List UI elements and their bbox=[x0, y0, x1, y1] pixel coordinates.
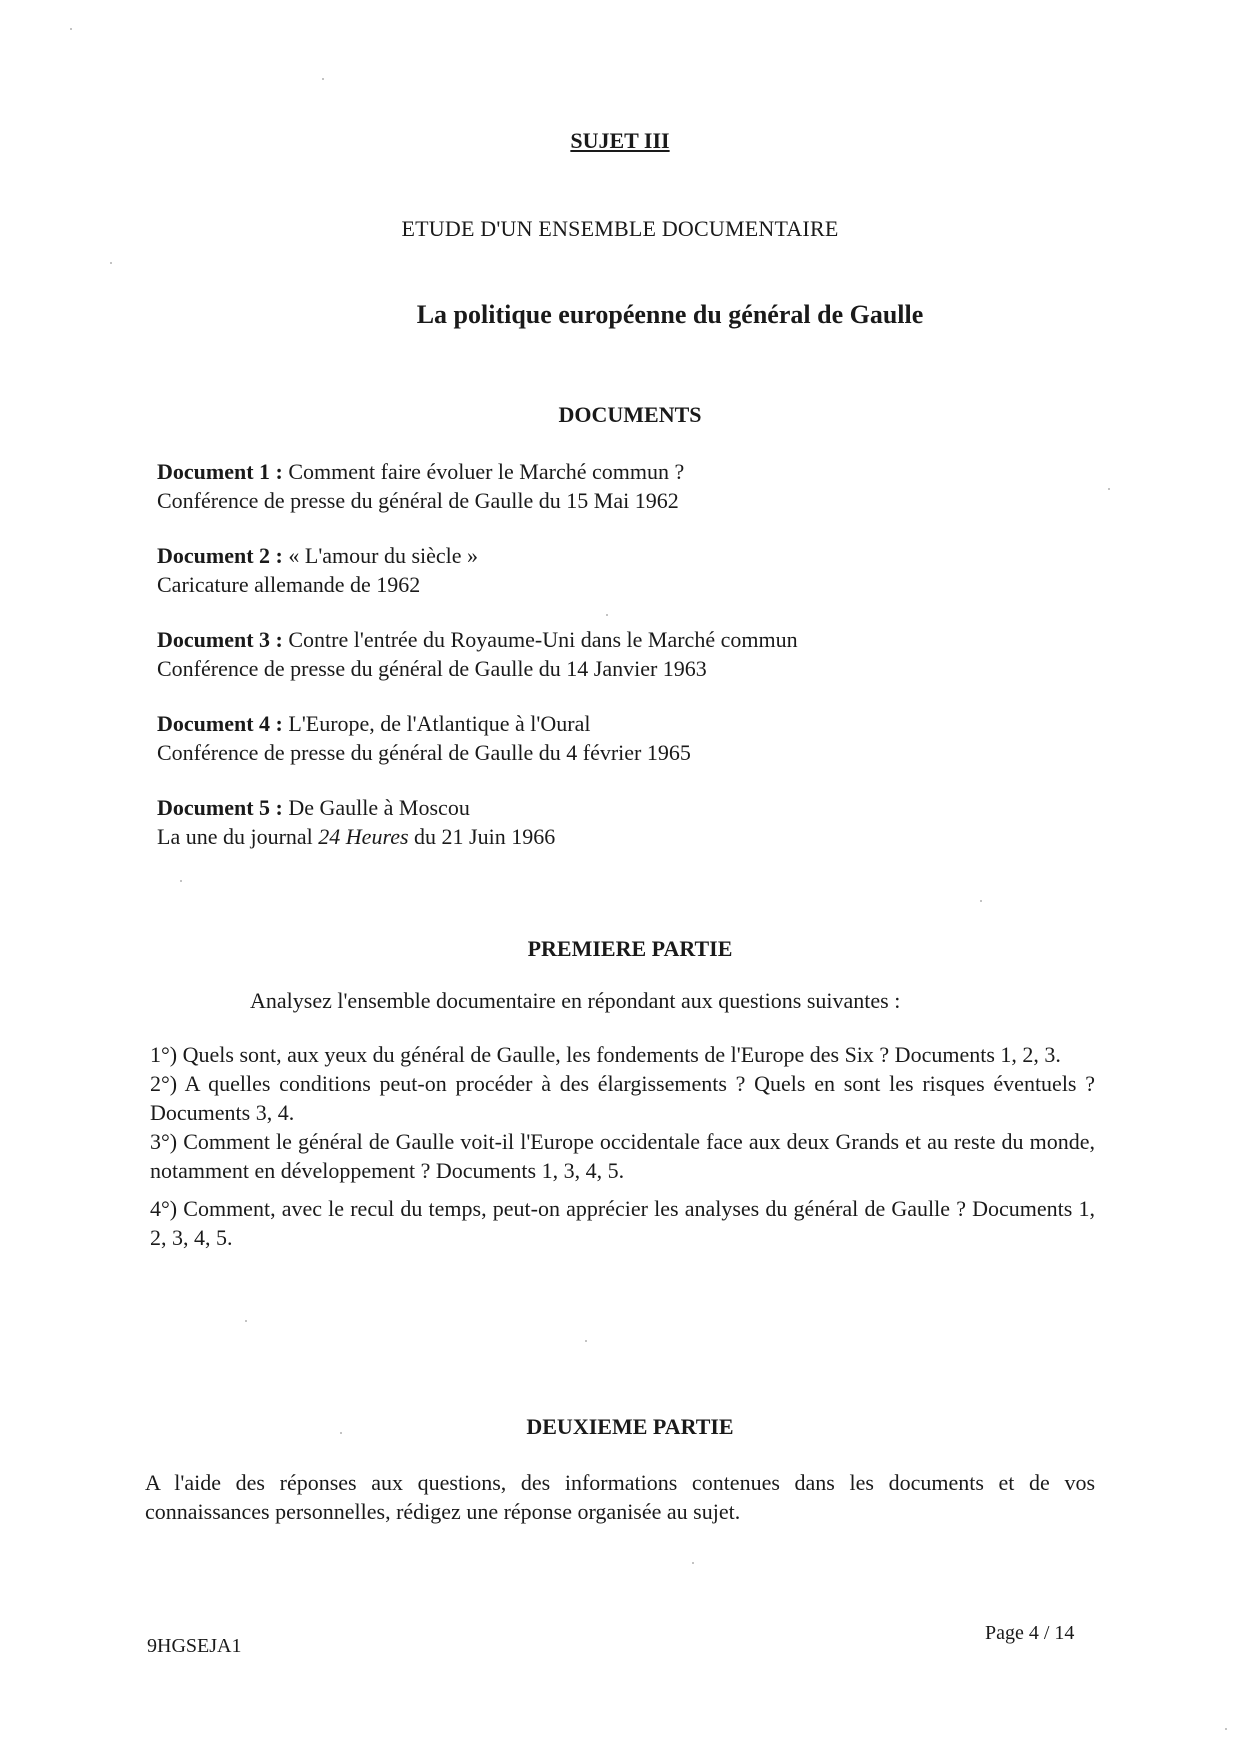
scan-speck bbox=[585, 1340, 587, 1342]
scan-speck bbox=[1108, 488, 1110, 490]
question-2: 2°) A quelles conditions peut-on procéder à des élargissements ? Quels en sont les risques éventuels ? Documents 3, 4. bbox=[150, 1071, 1095, 1125]
scan-speck bbox=[245, 1320, 247, 1322]
document-source: Conférence de presse du général de Gaulle du 14 Janvier 1963 bbox=[157, 656, 707, 681]
scan-speck bbox=[322, 78, 324, 80]
scan-speck bbox=[606, 614, 608, 616]
question-4: 4°) Comment, avec le recul du temps, peut-on apprécier les analyses du général de Gaulle ? Documents 1, 2, 3, 4, 5. bbox=[150, 1196, 1095, 1250]
scan-speck bbox=[692, 1562, 694, 1564]
document-label: Document 1 : bbox=[157, 459, 283, 484]
page-title: La politique européenne du général de Gaulle bbox=[416, 300, 924, 329]
document-title: L'Europe, de l'Atlantique à l'Oural bbox=[288, 711, 591, 736]
document-title: Contre l'entrée du Royaume-Uni dans le Marché commun bbox=[288, 627, 798, 652]
question-1: 1°) Quels sont, aux yeux du général de Gaulle, les fondements de l'Europe des Six ? Documents 1, 2, 3. bbox=[150, 1042, 1061, 1067]
document-source: Conférence de presse du général de Gaulle du 4 février 1965 bbox=[157, 740, 691, 765]
document-entry-1 bbox=[157, 457, 684, 515]
part1-instruction: Analysez l'ensemble documentaire en répondant aux questions suivantes : bbox=[250, 988, 901, 1013]
question-3: 3°) Comment le général de Gaulle voit-il l'Europe occidentale face aux deux Grands et au reste du monde, notamment en développement ? Documents 1, 3, 4, 5. bbox=[150, 1129, 1095, 1183]
document-source: Caricature allemande de 1962 bbox=[157, 572, 421, 597]
document-label: Document 4 : bbox=[157, 711, 283, 736]
exercise-type: ETUDE D'UN ENSEMBLE DOCUMENTAIRE bbox=[401, 216, 839, 241]
scan-speck bbox=[1225, 1728, 1227, 1730]
document-entry-3 bbox=[157, 625, 798, 683]
document-entry-4 bbox=[157, 709, 691, 767]
document-entry-5 bbox=[157, 793, 555, 851]
page-number: Page 4 / 14 bbox=[985, 1622, 1075, 1644]
subject-number: SUJET III bbox=[570, 128, 670, 153]
scan-speck bbox=[180, 880, 182, 882]
document-label: Document 3 : bbox=[157, 627, 283, 652]
part2-heading: DEUXIEME PARTIE bbox=[526, 1414, 734, 1439]
scan-speck bbox=[980, 900, 982, 902]
exam-code: 9HGSEJA1 bbox=[147, 1635, 242, 1657]
document-title: « L'amour du siècle » bbox=[288, 543, 479, 568]
document-source: La une du journal 24 Heures du 21 Juin 1966 bbox=[157, 824, 556, 849]
scan-speck bbox=[70, 28, 72, 30]
scan-speck bbox=[110, 262, 112, 264]
document-title: De Gaulle à Moscou bbox=[288, 795, 470, 820]
document-label: Document 5 : bbox=[157, 795, 283, 820]
question-list bbox=[150, 1040, 1095, 1252]
part2-instruction: A l'aide des réponses aux questions, des informations contenues dans les documents et de vos connaissances personnelles, rédigez une réponse organisée au sujet. bbox=[145, 1470, 1095, 1524]
document-label: Document 2 : bbox=[157, 543, 283, 568]
document-title: Comment faire évoluer le Marché commun ? bbox=[288, 459, 685, 484]
scan-speck bbox=[340, 1432, 342, 1434]
document-entry-2 bbox=[157, 541, 478, 599]
part1-heading: PREMIERE PARTIE bbox=[527, 936, 733, 961]
document-source: Conférence de presse du général de Gaulle du 15 Mai 1962 bbox=[157, 488, 679, 513]
newspaper-name: 24 Heures bbox=[318, 824, 409, 849]
documents-heading: DOCUMENTS bbox=[558, 402, 702, 427]
